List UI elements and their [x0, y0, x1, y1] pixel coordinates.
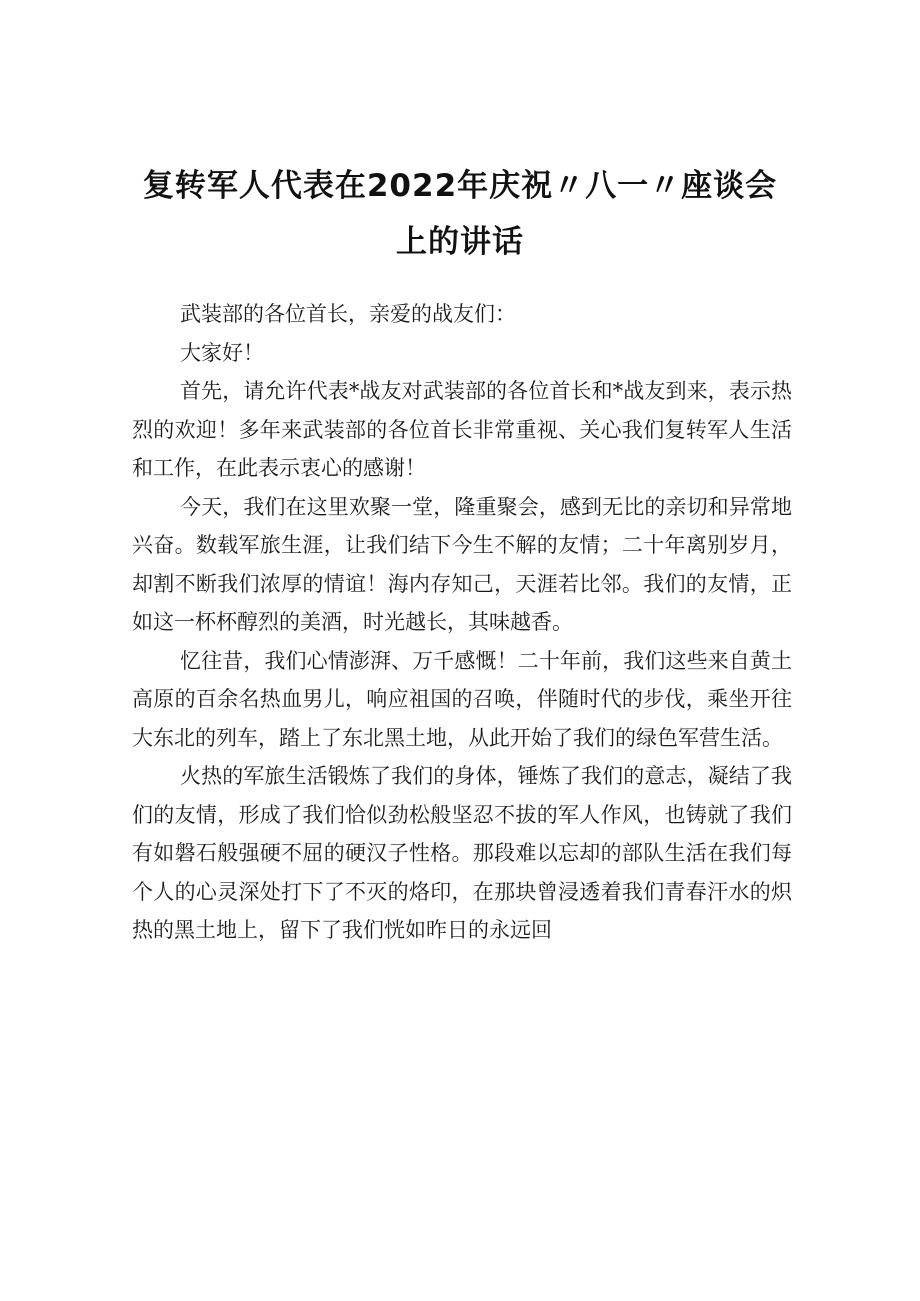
- recollection-paragraph: 忆往昔，我们心情澎湃、万千感慨！二十年前，我们这些来自黄土高原的百余名热血男儿，响应祖国的召唤，伴随时代的步伐，乘坐开往大东北的列车，踏上了东北黑土地，从此开始了我们的绿色军营生活。: [132, 648, 792, 750]
- title-line-2: 上的讲话: [396, 224, 524, 260]
- document-body: [132, 295, 792, 950]
- document-title: [0, 158, 920, 270]
- title-line-1: 复转军人代表在2022年庆祝〃八一〃座谈会: [142, 168, 778, 204]
- greeting-paragraph: 大家好！: [180, 340, 264, 365]
- welcome-paragraph: 首先，请允许代表*战友对武装部的各位首长和*战友到来，表示热烈的欢迎！多年来武装部的各位首长非常重视、关心我们复转军人生活和工作，在此表示衷心的感谢！: [132, 379, 792, 480]
- military-life-paragraph: 火热的军旅生活锻炼了我们的身体，锤炼了我们的意志，凝结了我们的友情，形成了我们恰似劲松般坚忍不拔的军人作风，也铸就了我们有如磐石般强硬不屈的硬汉子性格。那段难以忘却的部队生活在我们每个人的心灵深处打下了不灭的烙印，在那块曾浸透着我们青春汗水的炽热的黑土地上，留下了我们恍如昨日的永远回: [132, 764, 792, 942]
- reunion-paragraph: 今天，我们在这里欢聚一堂，隆重聚会，感到无比的亲切和异常地兴奋。数载军旅生涯，让我们结下今生不解的友情；二十年离别岁月，却割不断我们浓厚的情谊！海内存知己，天涯若比邻。我们的友情，正如这一杯杯醇烈的美酒，时光越长，其味越香。: [132, 494, 792, 634]
- salutation-paragraph: 武装部的各位首长，亲爱的战友们：: [180, 302, 516, 326]
